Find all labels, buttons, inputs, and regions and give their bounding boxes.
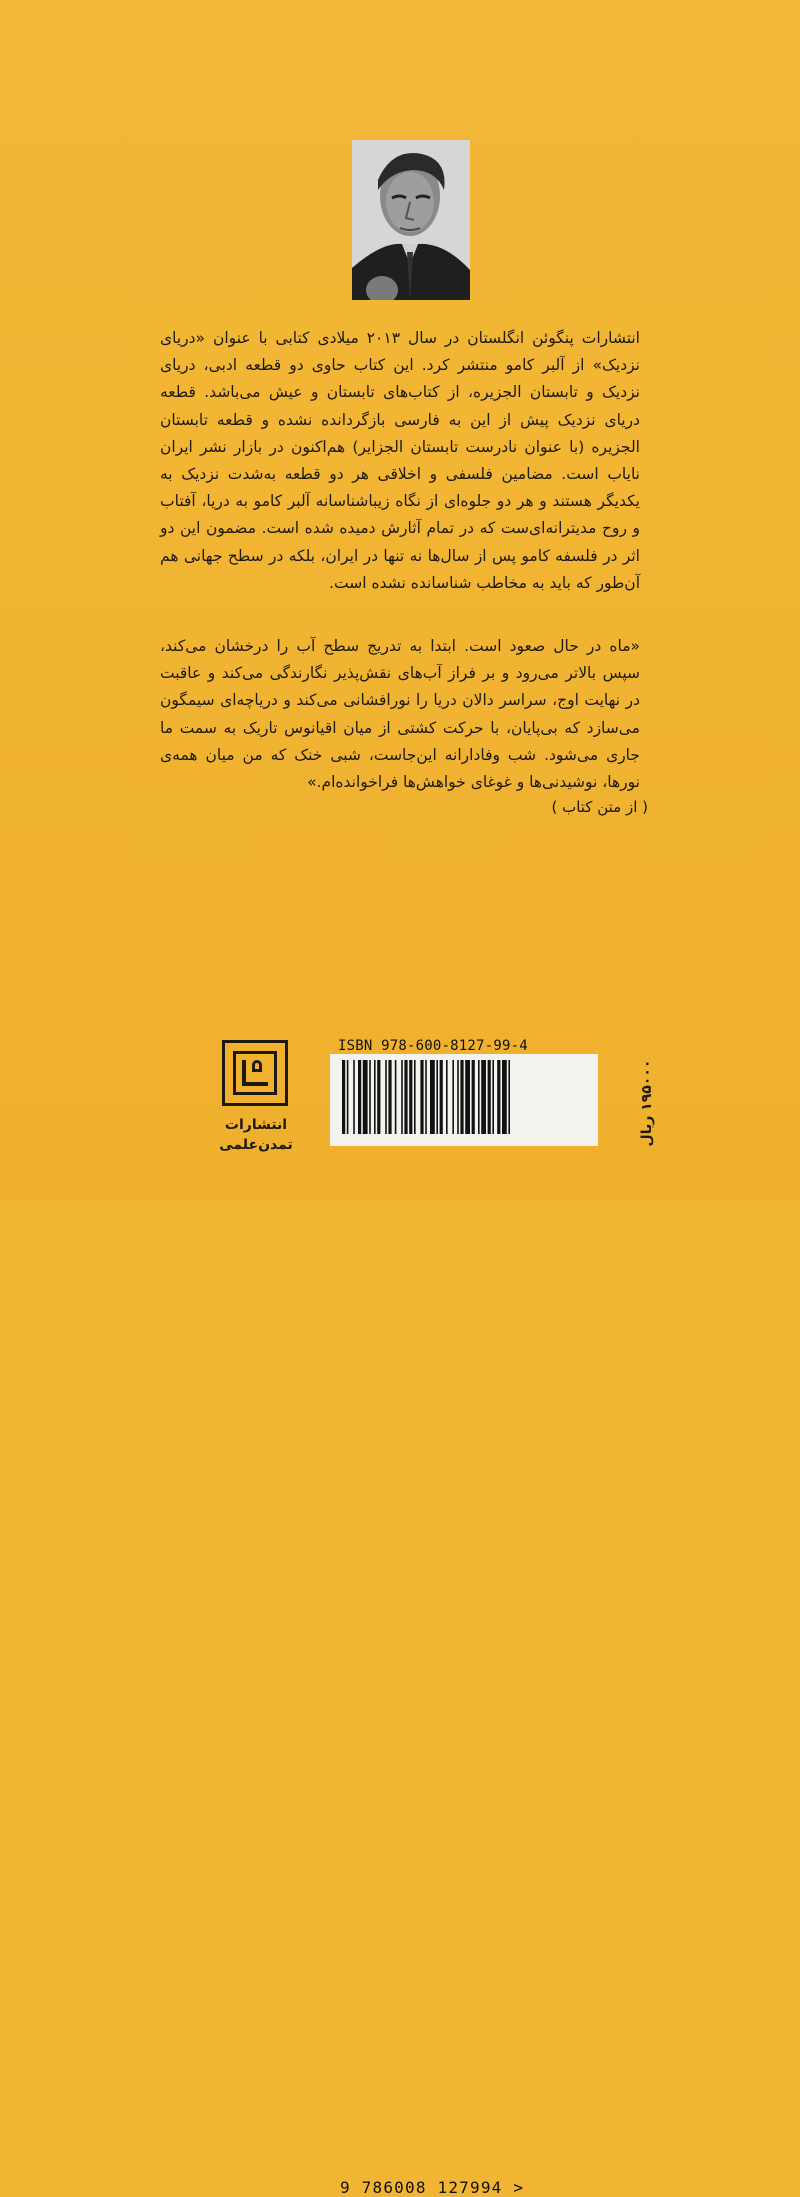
barcode-bar: [385, 1060, 387, 1134]
description-paragraph: انتشارات پنگوئن انگلستان در سال ۲۰۱۳ میلادی کتابی با عنوان «دریای نزدیک» از آلبر کامو منتشر کرد. این کتاب حاوی دو قطعه ادبی، دریای نزدیک و تابستان الجزیره، از کتاب‌های تابستان و عیش می‌باشد. قطعه دریای نزدیک پیش از این به فارسی بازگردانده نشده و قطعه تابستان الجزیره (با عنوان نادرست تابستان الجزایر) هم‌اکنون در بازار نشر ایران نایاب است. مضامین فلسفی و اخلاقی هر دو قطعه به‌شدت نزدیک به یکدیگر هستند و هر دو جلوه‌ای از نگاه زیباشناسانه آلبر کامو به دریا، آفتاب و روح مدیترانه‌ای‌ست که در تمام آثارش دمیده شده است. مضمون این دو اثر در فلسفه کامو پس از سال‌ها نه تنها در ایران، بلکه در سطح جهانی هم آن‌طور که باید به مخاطب شناسانده نشده است.: [160, 329, 640, 592]
publisher-logo: [219, 1040, 293, 1160]
barcode-bar: [430, 1060, 435, 1134]
barcode-bar: [446, 1060, 448, 1134]
barcode-bar: [502, 1060, 507, 1134]
barcode-bar: [465, 1060, 470, 1134]
barcode-bar: [369, 1060, 371, 1134]
publisher-name-line1: انتشارات: [224, 1117, 288, 1133]
barcode-bar: [395, 1060, 397, 1134]
barcode-bar: [377, 1060, 380, 1134]
barcode-bar: [409, 1060, 412, 1134]
book-excerpt: [160, 633, 640, 796]
excerpt-paragraph: «ماه در حال صعود است. ابتدا به تدریج سطح آب را درخشان می‌کند، سپس بالاتر می‌رود و بر فراز آب‌های نقش‌پذیر نگارندگی می‌کند و عاقبت در نهایت اوج، سراسر دالان دریا را نورافشانی می‌کند و دریاچه‌ای سیمگون می‌سازد که بی‌پایان، با حرکت کشتی از میان اقیانوس تاریک به سمت ما جاری می‌شود. شب وفادارانه این‌جاست، شبی خنک که من میان همه‌ی نورها، نوشیدنی‌ها و غوغای خواهش‌ها فراخوانده‌ام.»: [160, 637, 640, 792]
barcode-bar: [404, 1060, 407, 1134]
barcode-bar: [481, 1060, 486, 1134]
price-text: ۱۹۵۰۰۰ ریال: [639, 1059, 655, 1147]
barcode-bar: [460, 1060, 463, 1134]
barcode-bar: [401, 1060, 403, 1134]
price-label: [632, 1050, 656, 1160]
barcode-icon: [340, 1060, 588, 1134]
barcode-bar: [436, 1060, 438, 1134]
barcode-bar: [497, 1060, 500, 1134]
barcode-bar: [363, 1060, 368, 1134]
barcode-bar: [457, 1060, 459, 1134]
barcode-bar: [388, 1060, 391, 1134]
isbn-barcode: [330, 1038, 630, 2197]
isbn-text: ISBN 978-600-8127-99-4: [338, 1038, 528, 1054]
barcode-bar: [440, 1060, 443, 1134]
barcode-bar: [472, 1060, 475, 1134]
barcode-bar: [353, 1060, 355, 1134]
book-description: [160, 325, 640, 597]
barcode-bar: [488, 1060, 491, 1134]
publisher-name-line2: تمدن‌علمی: [219, 1137, 293, 1153]
barcode-bar: [347, 1060, 349, 1134]
barcode-bar: [358, 1060, 361, 1134]
logo-frame-icon: [222, 1040, 288, 1106]
barcode-bar: [452, 1060, 454, 1134]
barcode-bar: [425, 1060, 427, 1134]
author-portrait: [352, 140, 470, 300]
barcode-digits: 9 786008 127994 >: [340, 2178, 525, 2197]
barcode-bar: [414, 1060, 416, 1134]
barcode-bar: [478, 1060, 480, 1134]
barcode-bar: [374, 1060, 376, 1134]
barcode-bars: [330, 1054, 598, 1146]
logo-glyph-icon: [242, 1060, 268, 1086]
barcode-bar: [492, 1060, 494, 1134]
barcode-bar: [420, 1060, 423, 1134]
excerpt-source: ( از متن کتاب ): [551, 798, 648, 816]
barcode-bar: [508, 1060, 510, 1134]
barcode-bar: [342, 1060, 345, 1134]
